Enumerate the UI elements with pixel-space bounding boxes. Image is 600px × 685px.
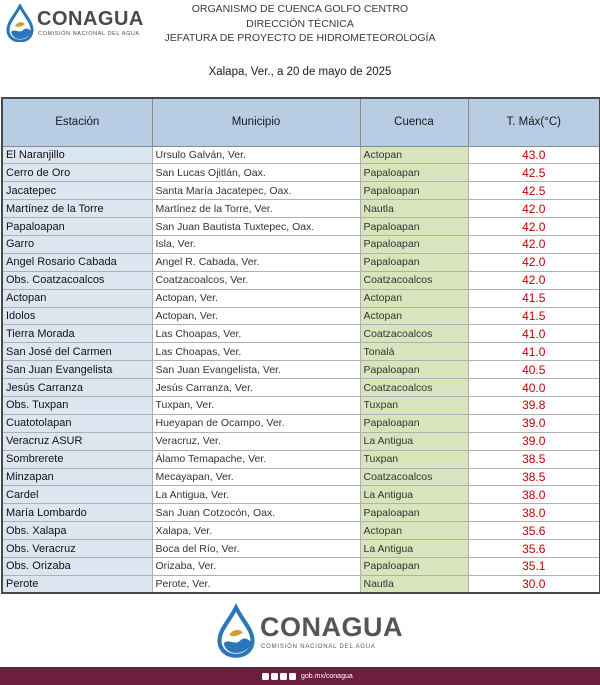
max-temp-cell: 42.5 — [468, 164, 600, 182]
youtube-icon[interactable] — [289, 673, 296, 680]
basin-cell: Coatzacoalcos — [360, 325, 468, 343]
station-cell: San Juan Evangelista — [2, 361, 152, 379]
station-cell: Obs. Xalapa — [2, 522, 152, 540]
basin-cell: Papaloapan — [360, 414, 468, 432]
basin-cell: Papaloapan — [360, 361, 468, 379]
document-header — [0, 0, 600, 90]
max-temp-cell: 42.0 — [468, 271, 600, 289]
basin-cell: Nautla — [360, 575, 468, 593]
org-line-1: ORGANISMO DE CUENCA GOLFO CENTRO — [191, 3, 409, 15]
max-temp-cell: 42.0 — [468, 218, 600, 236]
table-row — [2, 486, 600, 504]
max-temp-cell: 42.0 — [468, 253, 600, 271]
station-cell: El Naranjillo — [2, 146, 152, 164]
station-cell: Cardel — [2, 486, 152, 504]
municipality-cell: Actopan, Ver. — [152, 307, 360, 325]
station-cell: Papaloapan — [2, 218, 152, 236]
basin-cell: La Antigua — [360, 432, 468, 450]
table-row — [2, 379, 600, 397]
table-row — [2, 325, 600, 343]
max-temp-cell: 41.0 — [468, 325, 600, 343]
logo-subtitle-text: COMISIÓN NACIONAL DEL AGUA — [38, 31, 140, 37]
max-temp-cell: 35.6 — [468, 540, 600, 558]
station-cell: Obs. Tuxpan — [2, 396, 152, 414]
conagua-logo-bottom — [214, 602, 403, 662]
municipality-cell: Martínez de la Torre, Ver. — [152, 200, 360, 218]
basin-cell: Actopan — [360, 522, 468, 540]
table-row — [2, 557, 600, 575]
station-cell: Idolos — [2, 307, 152, 325]
station-cell: Perote — [2, 575, 152, 593]
table-row — [2, 343, 600, 361]
water-drop-icon — [4, 4, 36, 42]
station-cell: San José del Carmen — [2, 343, 152, 361]
max-temp-cell: 42.5 — [468, 182, 600, 200]
basin-cell: Papaloapan — [360, 182, 468, 200]
basin-cell: Papaloapan — [360, 557, 468, 575]
table-row — [2, 182, 600, 200]
station-cell: Jesús Carranza — [2, 379, 152, 397]
basin-cell: La Antigua — [360, 486, 468, 504]
report-date: Xalapa, Ver., a 20 de mayo de 2025 — [208, 66, 392, 78]
table-row — [2, 432, 600, 450]
facebook-icon[interactable] — [262, 673, 269, 680]
basin-cell: Coatzacoalcos — [360, 271, 468, 289]
basin-cell: Papaloapan — [360, 504, 468, 522]
municipality-cell: San Lucas Ojitlán, Oax. — [152, 164, 360, 182]
max-temp-cell: 39.0 — [468, 414, 600, 432]
table-row — [2, 235, 600, 253]
municipality-cell: Tuxpan, Ver. — [152, 396, 360, 414]
municipality-cell: Jesús Carranza, Ver. — [152, 379, 360, 397]
basin-cell: Actopan — [360, 289, 468, 307]
municipality-cell: Orizaba, Ver. — [152, 557, 360, 575]
max-temp-cell: 38.5 — [468, 450, 600, 468]
table-row — [2, 540, 600, 558]
station-cell: Martínez de la Torre — [2, 200, 152, 218]
municipality-cell: Isla, Ver. — [152, 235, 360, 253]
station-cell: Obs. Veracruz — [2, 540, 152, 558]
max-temp-cell: 38.0 — [468, 486, 600, 504]
municipality-cell: San Juan Bautista Tuxtepec, Oax. — [152, 218, 360, 236]
station-cell: Obs. Coatzacoalcos — [2, 271, 152, 289]
logo-subtitle-text: COMISIÓN NACIONAL DEL AGUA — [261, 644, 376, 650]
basin-cell: Papaloapan — [360, 218, 468, 236]
municipality-cell: La Antigua, Ver. — [152, 486, 360, 504]
instagram-icon[interactable] — [280, 673, 287, 680]
basin-cell: Nautla — [360, 200, 468, 218]
max-temp-cell: 39.0 — [468, 432, 600, 450]
basin-cell: Papaloapan — [360, 235, 468, 253]
max-temp-cell: 35.1 — [468, 557, 600, 575]
municipality-cell: Angel R. Cabada, Ver. — [152, 253, 360, 271]
water-drop-icon — [214, 602, 258, 660]
temperature-table-container — [1, 97, 599, 594]
municipality-cell: Mecayapan, Ver. — [152, 468, 360, 486]
max-temp-cell: 43.0 — [468, 146, 600, 164]
station-cell: Tierra Morada — [2, 325, 152, 343]
max-temp-cell: 41.5 — [468, 307, 600, 325]
table-row — [2, 218, 600, 236]
max-temp-cell: 38.0 — [468, 504, 600, 522]
municipality-cell: Actopan, Ver. — [152, 289, 360, 307]
basin-cell: Papaloapan — [360, 253, 468, 271]
table-row — [2, 396, 600, 414]
municipality-cell: Santa María Jacatepec, Oax. — [152, 182, 360, 200]
basin-cell: Actopan — [360, 307, 468, 325]
max-temp-cell: 42.0 — [468, 200, 600, 218]
table-row — [2, 468, 600, 486]
basin-cell: Coatzacoalcos — [360, 468, 468, 486]
max-temp-cell: 35.6 — [468, 522, 600, 540]
table-row — [2, 164, 600, 182]
municipality-cell: Hueyapan de Ocampo, Ver. — [152, 414, 360, 432]
station-cell: Sombrerete — [2, 450, 152, 468]
basin-cell: La Antigua — [360, 540, 468, 558]
conagua-logo-top — [4, 4, 154, 42]
table-row — [2, 450, 600, 468]
max-temp-cell: 41.5 — [468, 289, 600, 307]
max-temp-cell: 42.0 — [468, 235, 600, 253]
column-header-tmax: T. Máx(°C) — [468, 98, 600, 146]
max-temp-cell: 41.0 — [468, 343, 600, 361]
municipality-cell: Perote, Ver. — [152, 575, 360, 593]
table-row — [2, 504, 600, 522]
footer-bar — [0, 667, 600, 685]
table-body — [2, 146, 600, 593]
station-cell: Garro — [2, 235, 152, 253]
website-link[interactable]: gob.mx/conagua — [301, 672, 353, 680]
table-row — [2, 253, 600, 271]
station-cell: Jacatepec — [2, 182, 152, 200]
table-row — [2, 414, 600, 432]
basin-cell: Actopan — [360, 146, 468, 164]
station-cell: Actopan — [2, 289, 152, 307]
table-row — [2, 575, 600, 593]
max-temp-cell: 38.5 — [468, 468, 600, 486]
max-temp-cell: 39.8 — [468, 396, 600, 414]
organization-heading — [140, 2, 460, 46]
max-temp-cell: 40.5 — [468, 361, 600, 379]
municipality-cell: San Juan Evangelista, Ver. — [152, 361, 360, 379]
table-row — [2, 146, 600, 164]
municipality-cell: Ursulo Galván, Ver. — [152, 146, 360, 164]
municipality-cell: Coatzacoalcos, Ver. — [152, 271, 360, 289]
column-header-municipio: Municipio — [152, 98, 360, 146]
basin-cell: Coatzacoalcos — [360, 379, 468, 397]
station-cell: Cuatotolapan — [2, 414, 152, 432]
x-icon[interactable] — [271, 673, 278, 680]
column-header-cuenca: Cuenca — [360, 98, 468, 146]
org-line-2: DIRECCIÓN TÉCNICA — [246, 17, 354, 30]
table-row — [2, 271, 600, 289]
table-header-row — [2, 98, 600, 146]
table-row — [2, 289, 600, 307]
basin-cell: Tuxpan — [360, 450, 468, 468]
column-header-estacion: Estación — [2, 98, 152, 146]
basin-cell: Papaloapan — [360, 164, 468, 182]
station-cell: Obs. Orizaba — [2, 557, 152, 575]
logo-brand-text: CONAGUA — [260, 612, 403, 642]
org-line-3: JEFATURA DE PROYECTO DE HIDROMETEOROLOGÍA — [164, 32, 436, 44]
municipality-cell: Las Choapas, Ver. — [152, 343, 360, 361]
basin-cell: Tuxpan — [360, 396, 468, 414]
table-row — [2, 200, 600, 218]
temperature-table — [1, 97, 600, 594]
municipality-cell: San Juan Cotzocón, Oax. — [152, 504, 360, 522]
station-cell: Angel Rosario Cabada — [2, 253, 152, 271]
table-row — [2, 361, 600, 379]
max-temp-cell: 40.0 — [468, 379, 600, 397]
station-cell: Minzapan — [2, 468, 152, 486]
social-links — [262, 671, 353, 681]
table-row — [2, 522, 600, 540]
station-cell: Cerro de Oro — [2, 164, 152, 182]
logo-brand-text: CONAGUA — [37, 8, 144, 30]
municipality-cell: Las Choapas, Ver. — [152, 325, 360, 343]
municipality-cell: Veracruz, Ver. — [152, 432, 360, 450]
table-row — [2, 307, 600, 325]
station-cell: Veracruz ASUR — [2, 432, 152, 450]
municipality-cell: Álamo Temapache, Ver. — [152, 450, 360, 468]
station-cell: María Lombardo — [2, 504, 152, 522]
municipality-cell: Xalapa, Ver. — [152, 522, 360, 540]
municipality-cell: Boca del Río, Ver. — [152, 540, 360, 558]
max-temp-cell: 30.0 — [468, 575, 600, 593]
basin-cell: Tonalá — [360, 343, 468, 361]
